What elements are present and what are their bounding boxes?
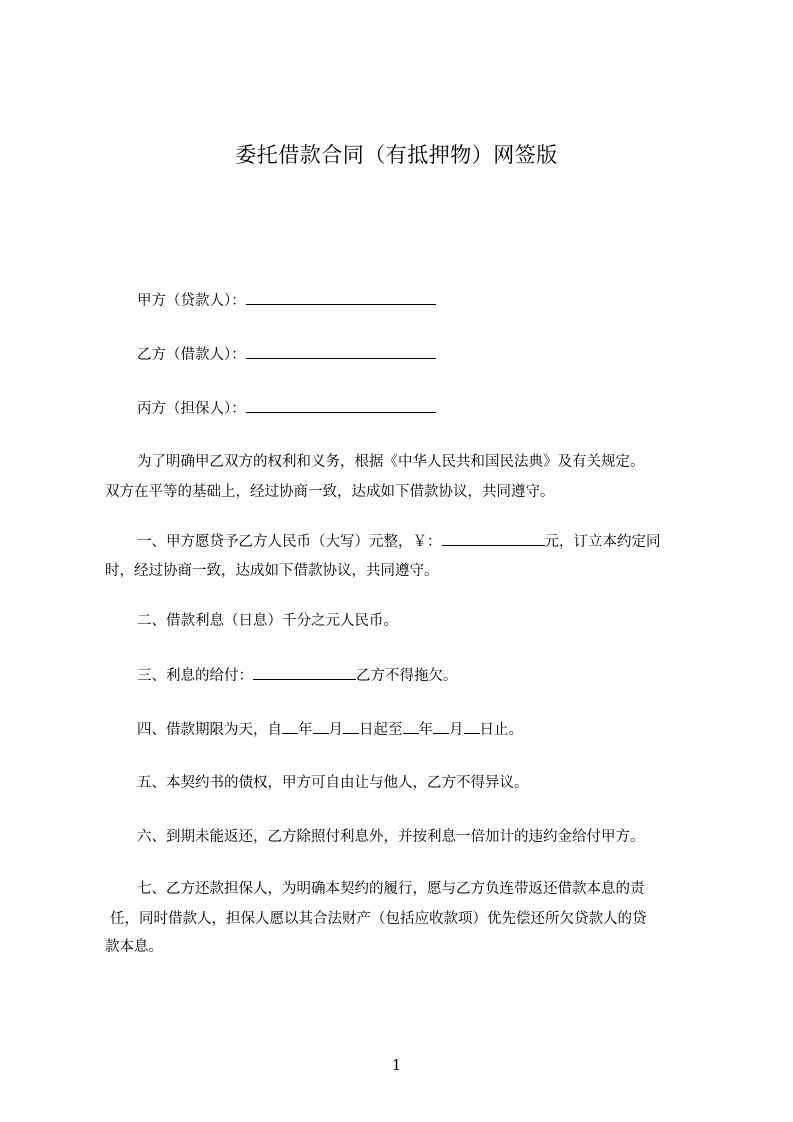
clause-4 bbox=[137, 719, 737, 740]
clause-1-line-2: 时，经过协商一致，达成如下借款协议，共同遵守。 bbox=[105, 563, 439, 579]
document-title: 委托借款合同（有抵押物）网签版 bbox=[235, 143, 558, 167]
guarantor-line bbox=[137, 398, 737, 419]
clause-2: 二、借款利息（日息）千分之元人民币。 bbox=[137, 613, 398, 629]
page-number: 1 bbox=[391, 1056, 402, 1074]
clause-1-part1: 一、甲方愿贷予乙方人民币（大写）元整，￥： bbox=[137, 534, 442, 550]
intro-line-2: 双方在平等的基础上，经过协商一致，达成如下借款协议，共同遵守。 bbox=[105, 484, 555, 500]
borrower-blank bbox=[246, 344, 436, 359]
borrower-label: 乙方（借款人）： bbox=[137, 347, 246, 363]
lender-label: 甲方（贷款人）： bbox=[137, 293, 246, 309]
clause-1-part2: 元，订立本约定同 bbox=[544, 534, 661, 550]
borrower-line bbox=[137, 344, 737, 365]
clause-4-a: 四、借款期限为天，自 bbox=[137, 722, 282, 738]
clause-4-f: 月 bbox=[449, 722, 464, 738]
clause-7-line-1: 七、乙方还款担保人，为明确本契约的履行，愿与乙方负连带返还借款本息的责 bbox=[137, 881, 645, 897]
clause-3 bbox=[137, 665, 737, 686]
start-year-blank bbox=[282, 719, 298, 734]
clause-1-line-1 bbox=[137, 531, 737, 552]
guarantor-blank bbox=[246, 398, 436, 413]
clause-4-e: 年 bbox=[418, 722, 433, 738]
payment-blank bbox=[253, 665, 356, 680]
intro-line-1: 为了明确甲乙双方的权利和义务，根据《中华人民共和国民法典》及有关规定。 bbox=[137, 454, 645, 470]
clause-4-g: 日止。 bbox=[479, 722, 523, 738]
guarantor-label: 丙方（担保人）： bbox=[137, 401, 246, 417]
lender-blank bbox=[246, 290, 436, 305]
lender-line bbox=[137, 290, 737, 311]
clause-7-line-3: 款本息。 bbox=[105, 939, 163, 955]
clause-7-line-2: 任，同时借款人，担保人愿以其合法财产（包括应收款项）优先偿还所欠贷款人的贷 bbox=[110, 911, 647, 927]
clause-4-d: 日起至 bbox=[359, 722, 403, 738]
clause-4-b: 年 bbox=[298, 722, 313, 738]
clause-3-part1: 三、利息的给付： bbox=[137, 668, 253, 684]
end-day-blank bbox=[464, 719, 480, 734]
clause-3-part2: 乙方不得拖欠。 bbox=[356, 668, 458, 684]
clause-6: 六、到期未能返还，乙方除照付利息外，并按利息一倍加计的违约金给付甲方。 bbox=[137, 829, 645, 845]
start-month-blank bbox=[313, 719, 329, 734]
start-day-blank bbox=[343, 719, 359, 734]
end-year-blank bbox=[403, 719, 419, 734]
clause-5: 五、本契约书的债权，甲方可自由让与他人，乙方不得异议。 bbox=[137, 775, 529, 791]
amount-blank bbox=[442, 531, 545, 546]
clause-4-c: 月 bbox=[328, 722, 343, 738]
end-month-blank bbox=[433, 719, 449, 734]
